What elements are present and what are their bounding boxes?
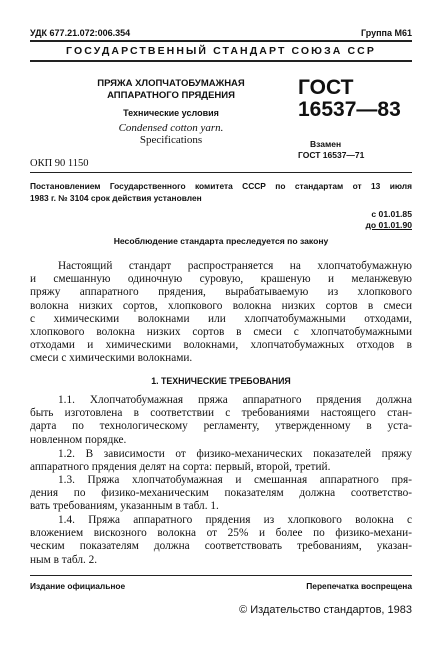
- footer-rule: [30, 575, 412, 576]
- gost-label: ГОСТ: [298, 76, 354, 99]
- group-code: Группа М61: [360, 28, 412, 38]
- intro-paragraph: [30, 260, 412, 366]
- intro-line: и смешанную одиночную суровую, крашеную и меланжевую: [30, 273, 412, 286]
- intro-line: пряжу аппаратного прядения, вырабатываемую из хлопкового: [30, 286, 412, 299]
- gost-number: 16537—83: [298, 98, 401, 121]
- okp-code: ОКП 90 1150: [30, 158, 89, 169]
- subtitle: Технические условия: [123, 108, 219, 118]
- title-line-1: ПРЯЖА ХЛОПЧАТОБУМАЖНАЯ: [97, 78, 245, 89]
- title-line-2: АППАРАТНОГО ПРЯДЕНИЯ: [107, 90, 235, 101]
- clause-line: вложением вискозного волокна от 25% и более по физико-механи-: [30, 527, 412, 540]
- clause-line: аппаратного прядения делят на сорта: первый, второй, третий.: [30, 461, 331, 474]
- banner-rule: [30, 60, 412, 62]
- udk-code: УДК 677.21.072:006.354: [30, 28, 131, 38]
- intro-line: отходами и химическими волокнами, хлопчатобумажных отходов в: [30, 339, 412, 352]
- intro-line: Настоящий стандарт распространяется на хлопчатобумажную: [58, 260, 412, 272]
- replaces-label: Взамен: [310, 139, 342, 149]
- standard-banner: ГОСУДАРСТВЕННЫЙ СТАНДАРТ СОЮЗА ССР: [66, 45, 376, 57]
- clause-1-2: [30, 448, 412, 474]
- clause-line: вать требованиям, указанным в табл. 1.: [30, 500, 219, 513]
- reprint-prohibited: Перепечатка воспрещена: [306, 581, 412, 591]
- english-title-2: Specifications: [139, 134, 203, 146]
- law-warning: Несоблюдение стандарта преследуется по закону: [113, 236, 329, 246]
- clause-line: быть изготовлена в соответствии с требованиями настоящего стан-: [30, 407, 412, 420]
- clause-1-1: [30, 394, 412, 447]
- intro-line: волокна низких сортов, хлопкового волокна низких сортов в смеси: [30, 299, 412, 312]
- replaces-value: ГОСТ 16537—71: [298, 150, 365, 160]
- intro-line: хлопкового волокна низких сортов в смеси с хлопчатобумажными: [30, 326, 412, 339]
- official-edition: Издание официальное: [30, 581, 126, 591]
- decree-line-1: Постановлением Государственного комитета СССР по стандартам от 13 июля: [30, 181, 412, 191]
- copyright: © Издательство стандартов, 1983: [239, 604, 412, 616]
- intro-line: смеси с химическими волокнами.: [30, 352, 193, 365]
- valid-to-date: до 01.01.90: [365, 220, 412, 230]
- intro-line: с химическими волокнами или хлопчатобумажными отходами,: [30, 312, 412, 325]
- section-1-heading: 1. ТЕХНИЧЕСКИЕ ТРЕБОВАНИЯ: [151, 376, 291, 386]
- clause-line: ным в табл. 2.: [30, 553, 98, 566]
- clause-line: 1.1. Хлопчатобумажная пряжа аппаратного прядения должна: [58, 394, 412, 406]
- decree-line-2: 1983 г. № 3104 срок действия установлен: [30, 193, 202, 203]
- clause-1-3: [30, 474, 412, 514]
- clause-line: 1.4. Пряжа аппаратного прядения из хлопкового волокна с: [58, 514, 412, 526]
- top-rule: [30, 40, 412, 42]
- clause-line: ческим показателям должна соответствовать требованиям, указан-: [30, 540, 412, 553]
- clause-1-4: [30, 514, 412, 567]
- valid-from-date: с 01.01.85: [371, 209, 412, 219]
- clause-line: 1.3. Пряжа хлопчатобумажная и смешанная аппаратного пря-: [58, 474, 412, 486]
- clause-line: новленном порядке.: [30, 433, 127, 446]
- clause-line: дарта по технологическому регламенту, утвержденному в уста-: [30, 420, 412, 433]
- clause-line: дения по физико-механическим показателям должна соответство-: [30, 487, 412, 500]
- english-title-1: Condensed cotton yarn.: [118, 122, 224, 134]
- title-rule: [30, 172, 412, 173]
- clause-line: 1.2. В зависимости от физико-механических показателей пряжу: [58, 448, 412, 460]
